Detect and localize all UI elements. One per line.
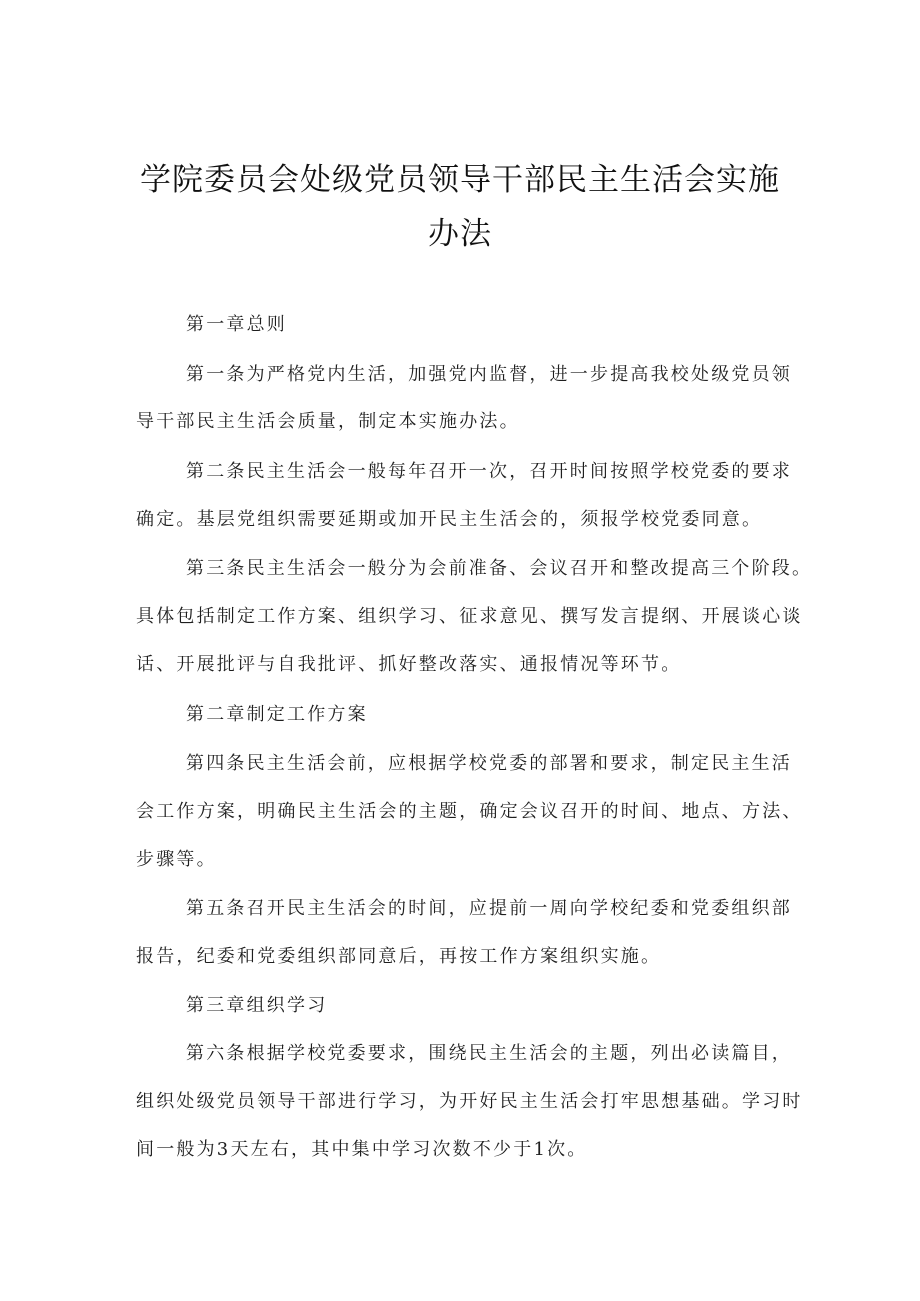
- chapter-heading-1: 第一章总则: [186, 314, 287, 335]
- paragraph-line: 第一条为严格党内生活，加强党内监督，进一步提高我校处级党员领: [186, 364, 792, 385]
- paragraph-line: 确定。基层党组织需要延期或加开民主生活会的，须报学校党委同意。: [136, 509, 763, 530]
- paragraph-line: 第五条召开民主生活会的时间，应提前一周向学校纪委和党委组织部: [186, 898, 792, 919]
- paragraph-line: 导干部民主生活会质量，制定本实施办法。: [136, 411, 520, 432]
- document-title-line-1: 学院委员会处级党员领导干部民主生活会实施: [140, 162, 780, 198]
- document-title-line-2: 办法: [428, 216, 492, 252]
- paragraph-line: 组织处级党员领导干部进行学习，为开好民主生活会打牢思想基础。学习时: [136, 1091, 803, 1112]
- paragraph-line: 第二条民主生活会一般每年召开一次，召开时间按照学校党委的要求: [186, 461, 792, 482]
- paragraph-line: 会工作方案，明确民主生活会的主题，确定会议召开的时间、地点、方法、: [136, 801, 803, 822]
- paragraph-line: 第三条民主生活会一般分为会前准备、会议召开和整改提高三个阶段。: [186, 558, 813, 579]
- chapter-heading-2: 第二章制定工作方案: [186, 704, 368, 725]
- paragraph-line: 具体包括制定工作方案、组织学习、征求意见、撰写发言提纲、开展谈心谈: [136, 606, 803, 627]
- paragraph-line: 间一般为3天左右，其中集中学习次数不少于1次。: [136, 1139, 588, 1160]
- paragraph-line: 报告，纪委和党委组织部同意后，再按工作方案组织实施。: [136, 946, 662, 967]
- paragraph-line: 步骤等。: [136, 849, 217, 870]
- paragraph-line: 第四条民主生活会前，应根据学校党委的部署和要求，制定民主生活: [186, 753, 792, 774]
- paragraph-line: 话、开展批评与自我批评、抓好整改落实、通报情况等环节。: [136, 654, 682, 675]
- chapter-heading-3: 第三章组织学习: [186, 995, 328, 1016]
- paragraph-line: 第六条根据学校党委要求，围绕民主生活会的主题，列出必读篇目，: [186, 1043, 792, 1064]
